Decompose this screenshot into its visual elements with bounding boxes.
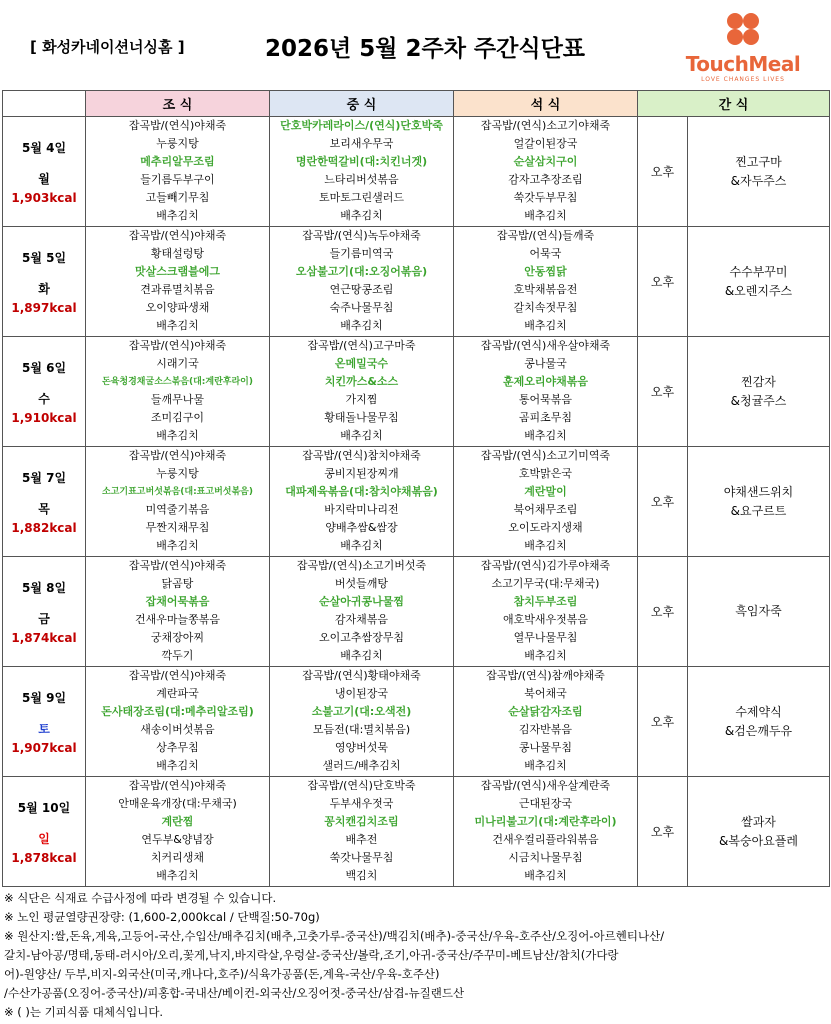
breakfast-cell [86,227,270,337]
breakfast-cell [86,557,270,667]
menu-item: 황태설렁탕 [150,247,205,260]
lunch-cell [270,557,454,667]
menu-item: 잡곡밥/(연식)야채죽 [128,339,227,352]
snack-item: 찐감자 [741,374,776,389]
menu-item: 배추김치 [156,209,199,222]
facility-name: [ 화성카네이션너싱홈 ] [30,38,185,56]
menu-item: 들깨무나물 [150,393,205,406]
menu-item: 계란파국 [156,687,199,700]
menu-item: 쑥갓나물무침 [329,851,394,864]
main-dish-item: 온메밀국수 [334,357,389,370]
touchmeal-logo [668,12,818,86]
lunch-cell [270,667,454,777]
menu-item: 안매운육개장(대:무채국) [118,797,237,810]
snack-item: &오렌지주스 [724,283,793,298]
day-kcal: 1,910kcal [11,410,77,425]
menu-item: 잡곡밥/(연식)소고기야채죽 [480,119,611,132]
menu-item: 미역줄기볶음 [145,503,210,516]
menu-item: 잡곡밥/(연식)참깨야채죽 [486,669,605,682]
snack-cell [688,227,830,337]
day-weekday: 일 [38,831,50,846]
menu-item: 보리새우무국 [329,137,394,150]
snack-cell [688,447,830,557]
table-header-row [3,91,830,117]
day-date: 5월 7일 [21,470,67,485]
menu-item: 배추김치 [156,319,199,332]
menu-item: 어묵국 [529,247,562,260]
menu-item: 배추김치 [156,429,199,442]
menu-item: 들기름두부구이 [140,173,215,186]
main-dish-item: 명란한떡갈비(대:치킨너겟) [295,155,428,168]
snack-time: 오후 [638,667,688,777]
menu-item: 잡곡밥/(연식)야채죽 [128,449,227,462]
logo-wordmark: TouchMeal [685,52,801,76]
menu-item: 조미김구이 [150,411,205,424]
day-cell [3,777,86,887]
breakfast-cell [86,117,270,227]
menu-item: 배추김치 [340,319,383,332]
dinner-cell [454,117,638,227]
menu-item: 토마토그린샐러드 [318,191,404,204]
menu-item: 건새우마늘쫑볶음 [134,613,220,626]
menu-item: 배추김치 [156,759,199,772]
day-date: 5월 8일 [21,580,67,595]
menu-item: 견과류멸치볶음 [140,283,215,296]
lunch-cell [270,447,454,557]
menu-item: 잡곡밥/(연식)소고기미역죽 [480,449,611,462]
menu-item: 배추김치 [340,429,383,442]
snack-item: &복숭아요플레 [719,833,798,848]
main-dish-item: 미나리불고기(대:계란후라이) [474,815,617,828]
menu-item: 시래기국 [156,357,199,370]
menu-item: 궁채장아찌 [150,631,205,644]
main-dish-item: 소불고기(대:오색전) [311,705,412,718]
header-dinner: 석 식 [454,91,638,117]
menu-item: 상추무침 [156,741,199,754]
menu-item: 갈치속젓무침 [513,301,578,314]
main-dish-item: 순살아귀콩나물찜 [318,595,404,608]
day-cell [3,227,86,337]
day-weekday: 목 [38,501,50,516]
menu-item: 잡곡밥/(연식)야채죽 [128,229,227,242]
menu-item: 배추김치 [524,319,567,332]
day-kcal: 1,874kcal [11,630,77,645]
main-dish-item: 단호박카레라이스/(연식)단호박죽 [280,119,443,132]
dinner-cell [454,227,638,337]
main-dish-item: 순살삼치구이 [513,155,578,168]
menu-item: 잡곡밥/(연식)들깨죽 [496,229,595,242]
menu-item: 건새우컬리플라워볶음 [492,833,599,846]
menu-item: 잡곡밥/(연식)새우살계란죽 [480,779,611,792]
menu-item: 들기름미역국 [329,247,394,260]
menu-item: 배추김치 [524,429,567,442]
main-dish-item: 치킨까스&소스 [324,375,399,388]
menu-item: 곰피초무침 [518,411,573,424]
menu-item: 배추김치 [340,649,383,662]
logo-tagline: LOVE CHANGES LIVES [701,76,785,83]
note-line: 갈치-남아공/명태,동태-러시아/오리,꽃게,낙지,바지락살,우렁살-중국산/볼락,조기,아귀-중국산/주꾸미-베트남산/참치(가다랑 [4,948,619,962]
menu-item: 잡곡밥/(연식)단호박죽 [307,779,416,792]
day-kcal: 1,878kcal [11,850,77,865]
menu-item: 모듬전(대:멸치볶음) [312,723,411,736]
menu-item: 깍두기 [161,649,194,662]
note-line: ※ 원산지:쌀,돈육,계육,고등어-국산,수입산/배추김치(배추,고춧가루-중국산)/백김치(배추)-중국산/우육-호주산/오징어-아르헨티나산/ [4,929,665,943]
day-row [3,227,830,337]
menu-item: 잡곡밥/(연식)고구마죽 [307,339,416,352]
menu-item: 열무나물무침 [513,631,578,644]
lunch-cell [270,337,454,447]
menu-item: 감자채볶음 [334,613,389,626]
menu-item: 오이도라지생채 [508,521,583,534]
snack-item: 찐고구마 [735,154,782,169]
day-weekday: 월 [38,171,50,186]
menu-item: 배추김치 [524,869,567,882]
menu-item: 황태돌나물무침 [324,411,399,424]
main-dish-item: 돈육청경채굴소스볶음(대:계란후라이) [102,377,253,387]
snack-item: 흑임자죽 [735,604,782,618]
menu-item: 호박맑은국 [518,467,573,480]
menu-item: 소고기무국(대:무채국) [491,577,600,590]
day-date: 5월 4일 [21,140,67,155]
main-dish-item: 계란말이 [524,485,567,498]
menu-item: 잡곡밥/(연식)야채죽 [128,779,227,792]
menu-item: 백김치 [345,869,378,882]
menu-item: 시금치나물무침 [508,851,583,864]
menu-item: 잡곡밥/(연식)김가루야채죽 [480,559,611,572]
main-dish-item: 맛살스크램블에그 [134,265,220,278]
menu-item: 통어묵볶음 [518,393,573,406]
clover-logo-icon [668,12,818,52]
note-line: ※ ( )는 기피식품 대체식입니다. [4,1005,164,1019]
dinner-cell [454,337,638,447]
main-dish-item: 참치두부조림 [513,595,578,608]
menu-item: 두부새우젓국 [329,797,394,810]
menu-item: 오이양파생채 [145,301,210,314]
menu-item: 북어채무조림 [513,503,578,516]
menu-item: 감자고추장조림 [508,173,583,186]
main-dish-item: 메추리알무조림 [140,155,215,168]
day-row [3,557,830,667]
menu-item: 샐러드/배추김치 [322,759,401,772]
menu-item: 배추김치 [524,209,567,222]
day-cell [3,117,86,227]
day-cell [3,447,86,557]
menu-item: 오이고추쌈장무침 [318,631,404,644]
note-line: /수산가공품(오징어-중국산)/피홍합-국내산/베이컨-외국산/오징어젓-중국산/삼겹-뉴질랜드산 [4,986,465,1000]
dinner-cell [454,557,638,667]
menu-item: 버섯들깨탕 [334,577,389,590]
menu-item: 김자반볶음 [518,723,573,736]
breakfast-cell [86,667,270,777]
menu-item: 근대된장국 [518,797,573,810]
menu-item: 느타리버섯볶음 [324,173,399,186]
menu-item: 냉이된장국 [334,687,389,700]
menu-item: 애호박새우젓볶음 [502,613,588,626]
menu-item: 누룽지탕 [156,137,199,150]
breakfast-cell [86,777,270,887]
snack-item: &검은깨두유 [724,723,793,738]
menu-item: 배추김치 [524,649,567,662]
snack-item: &자두주스 [730,173,787,188]
note-line: ※ 노인 평균열량권장량: (1,600-2,000kcal / 단백질:50-70g) [4,910,320,924]
snack-cell [688,557,830,667]
day-cell [3,667,86,777]
menu-item: 콩나물무침 [518,741,573,754]
menu-item: 잡곡밥/(연식)황태야채죽 [302,669,421,682]
dinner-cell [454,777,638,887]
menu-item: 잡곡밥/(연식)야채죽 [128,559,227,572]
header-lunch: 중 식 [270,91,454,117]
menu-item: 콩나물국 [524,357,567,370]
day-weekday: 토 [38,721,50,736]
menu-item: 얼갈이된장국 [513,137,578,150]
dinner-cell [454,667,638,777]
menu-item: 영양버섯묵 [334,741,389,754]
snack-time: 오후 [638,777,688,887]
menu-item: 배추김치 [340,539,383,552]
snack-item: 수수부꾸미 [729,264,788,279]
lunch-cell [270,777,454,887]
snack-item: 야채샌드위치 [723,484,794,499]
note-line: 어)-원양산/ 두부,비지-외국산(미국,캐나다,호주)/식육가공품(돈,계육-국산/우육-호주산) [4,967,440,981]
menu-item: 배추김치 [156,539,199,552]
menu-item: 숙주나물무침 [329,301,394,314]
lunch-cell [270,117,454,227]
main-dish-item: 대파제육볶음(대:참치야채볶음) [285,485,438,498]
menu-item: 잡곡밥/(연식)소고기버섯죽 [296,559,427,572]
menu-item: 닭곰탕 [161,577,194,590]
menu-item: 배추김치 [156,869,199,882]
menu-item: 연근땅콩조림 [329,283,394,296]
day-weekday: 금 [38,611,50,626]
main-dish-item: 잡채어묵볶음 [145,595,210,608]
snack-item: &청귤주스 [730,393,787,408]
menu-item: 가지찜 [345,393,378,406]
snack-item: 쌀과자 [741,814,776,829]
notes-section [4,889,826,1022]
menu-item: 배추김치 [524,759,567,772]
day-date: 5월 10일 [17,800,71,815]
snack-time: 오후 [638,447,688,557]
snack-time: 오후 [638,557,688,667]
snack-item: &요구르트 [730,503,787,518]
day-date: 5월 5일 [21,250,67,265]
main-dish-item: 오삼불고기(대:오징어볶음) [295,265,428,278]
main-dish-item: 순살닭감자조림 [508,705,583,718]
dinner-cell [454,447,638,557]
day-cell [3,557,86,667]
snack-cell [688,667,830,777]
main-dish-item: 소고기표고버섯볶음(대:표고버섯볶음) [102,487,253,497]
day-kcal: 1,897kcal [11,300,77,315]
breakfast-cell [86,337,270,447]
menu-item: 연두부&양념장 [141,833,214,846]
snack-cell [688,777,830,887]
menu-item: 배추김치 [524,539,567,552]
day-weekday: 화 [38,281,50,296]
menu-item: 배추김치 [340,209,383,222]
header-snack: 간 식 [638,91,830,117]
menu-item: 쑥갓두부무침 [513,191,578,204]
menu-item: 고들빼기무침 [145,191,210,204]
snack-cell [688,117,830,227]
menu-item: 잡곡밥/(연식)녹두야채죽 [302,229,421,242]
menu-item: 새송이버섯볶음 [140,723,215,736]
snack-time: 오후 [638,117,688,227]
page-title: 2026년 5월 2주차 주간식단표 [265,36,586,62]
lunch-cell [270,227,454,337]
menu-item: 치커리생채 [150,851,205,864]
snack-time: 오후 [638,337,688,447]
menu-item: 배추전 [345,833,378,846]
main-dish-item: 꽁치캔김치조림 [324,815,399,828]
main-dish-item: 안동찜닭 [524,265,567,278]
menu-item: 무짠지채무침 [145,521,210,534]
day-weekday: 수 [38,391,50,406]
day-row [3,667,830,777]
snack-item: 수제약식 [735,704,782,719]
menu-item: 누룽지탕 [156,467,199,480]
header-blank [3,91,86,117]
snack-cell [688,337,830,447]
day-row [3,337,830,447]
day-row [3,777,830,887]
day-cell [3,337,86,447]
note-line: ※ 식단은 식재료 수급사정에 따라 변경될 수 있습니다. [4,891,277,905]
menu-item: 잡곡밥/(연식)야채죽 [128,669,227,682]
page-header [0,0,831,88]
snack-time: 오후 [638,227,688,337]
day-row [3,117,830,227]
main-dish-item: 계란찜 [161,815,194,828]
menu-item: 콩비지된장찌개 [324,467,399,480]
day-date: 5월 6일 [21,360,67,375]
day-kcal: 1,903kcal [11,190,77,205]
day-kcal: 1,882kcal [11,520,77,535]
main-dish-item: 훈제오리야채볶음 [502,375,588,388]
day-date: 5월 9일 [21,690,67,705]
breakfast-cell [86,447,270,557]
menu-item: 호박채볶음전 [513,283,578,296]
main-dish-item: 돈사태장조림(대:메추리알조림) [101,705,254,718]
day-kcal: 1,907kcal [11,740,77,755]
menu-item: 바지락미나리전 [324,503,399,516]
menu-item: 잡곡밥/(연식)참치야채죽 [302,449,421,462]
weekly-menu-table [2,90,830,887]
menu-item: 잡곡밥/(연식)야채죽 [128,119,227,132]
menu-item: 양배추쌈&쌈장 [325,521,398,534]
menu-item: 북어채국 [524,687,567,700]
header-breakfast: 조 식 [86,91,270,117]
day-row [3,447,830,557]
menu-item: 잡곡밥/(연식)새우살야채죽 [480,339,611,352]
